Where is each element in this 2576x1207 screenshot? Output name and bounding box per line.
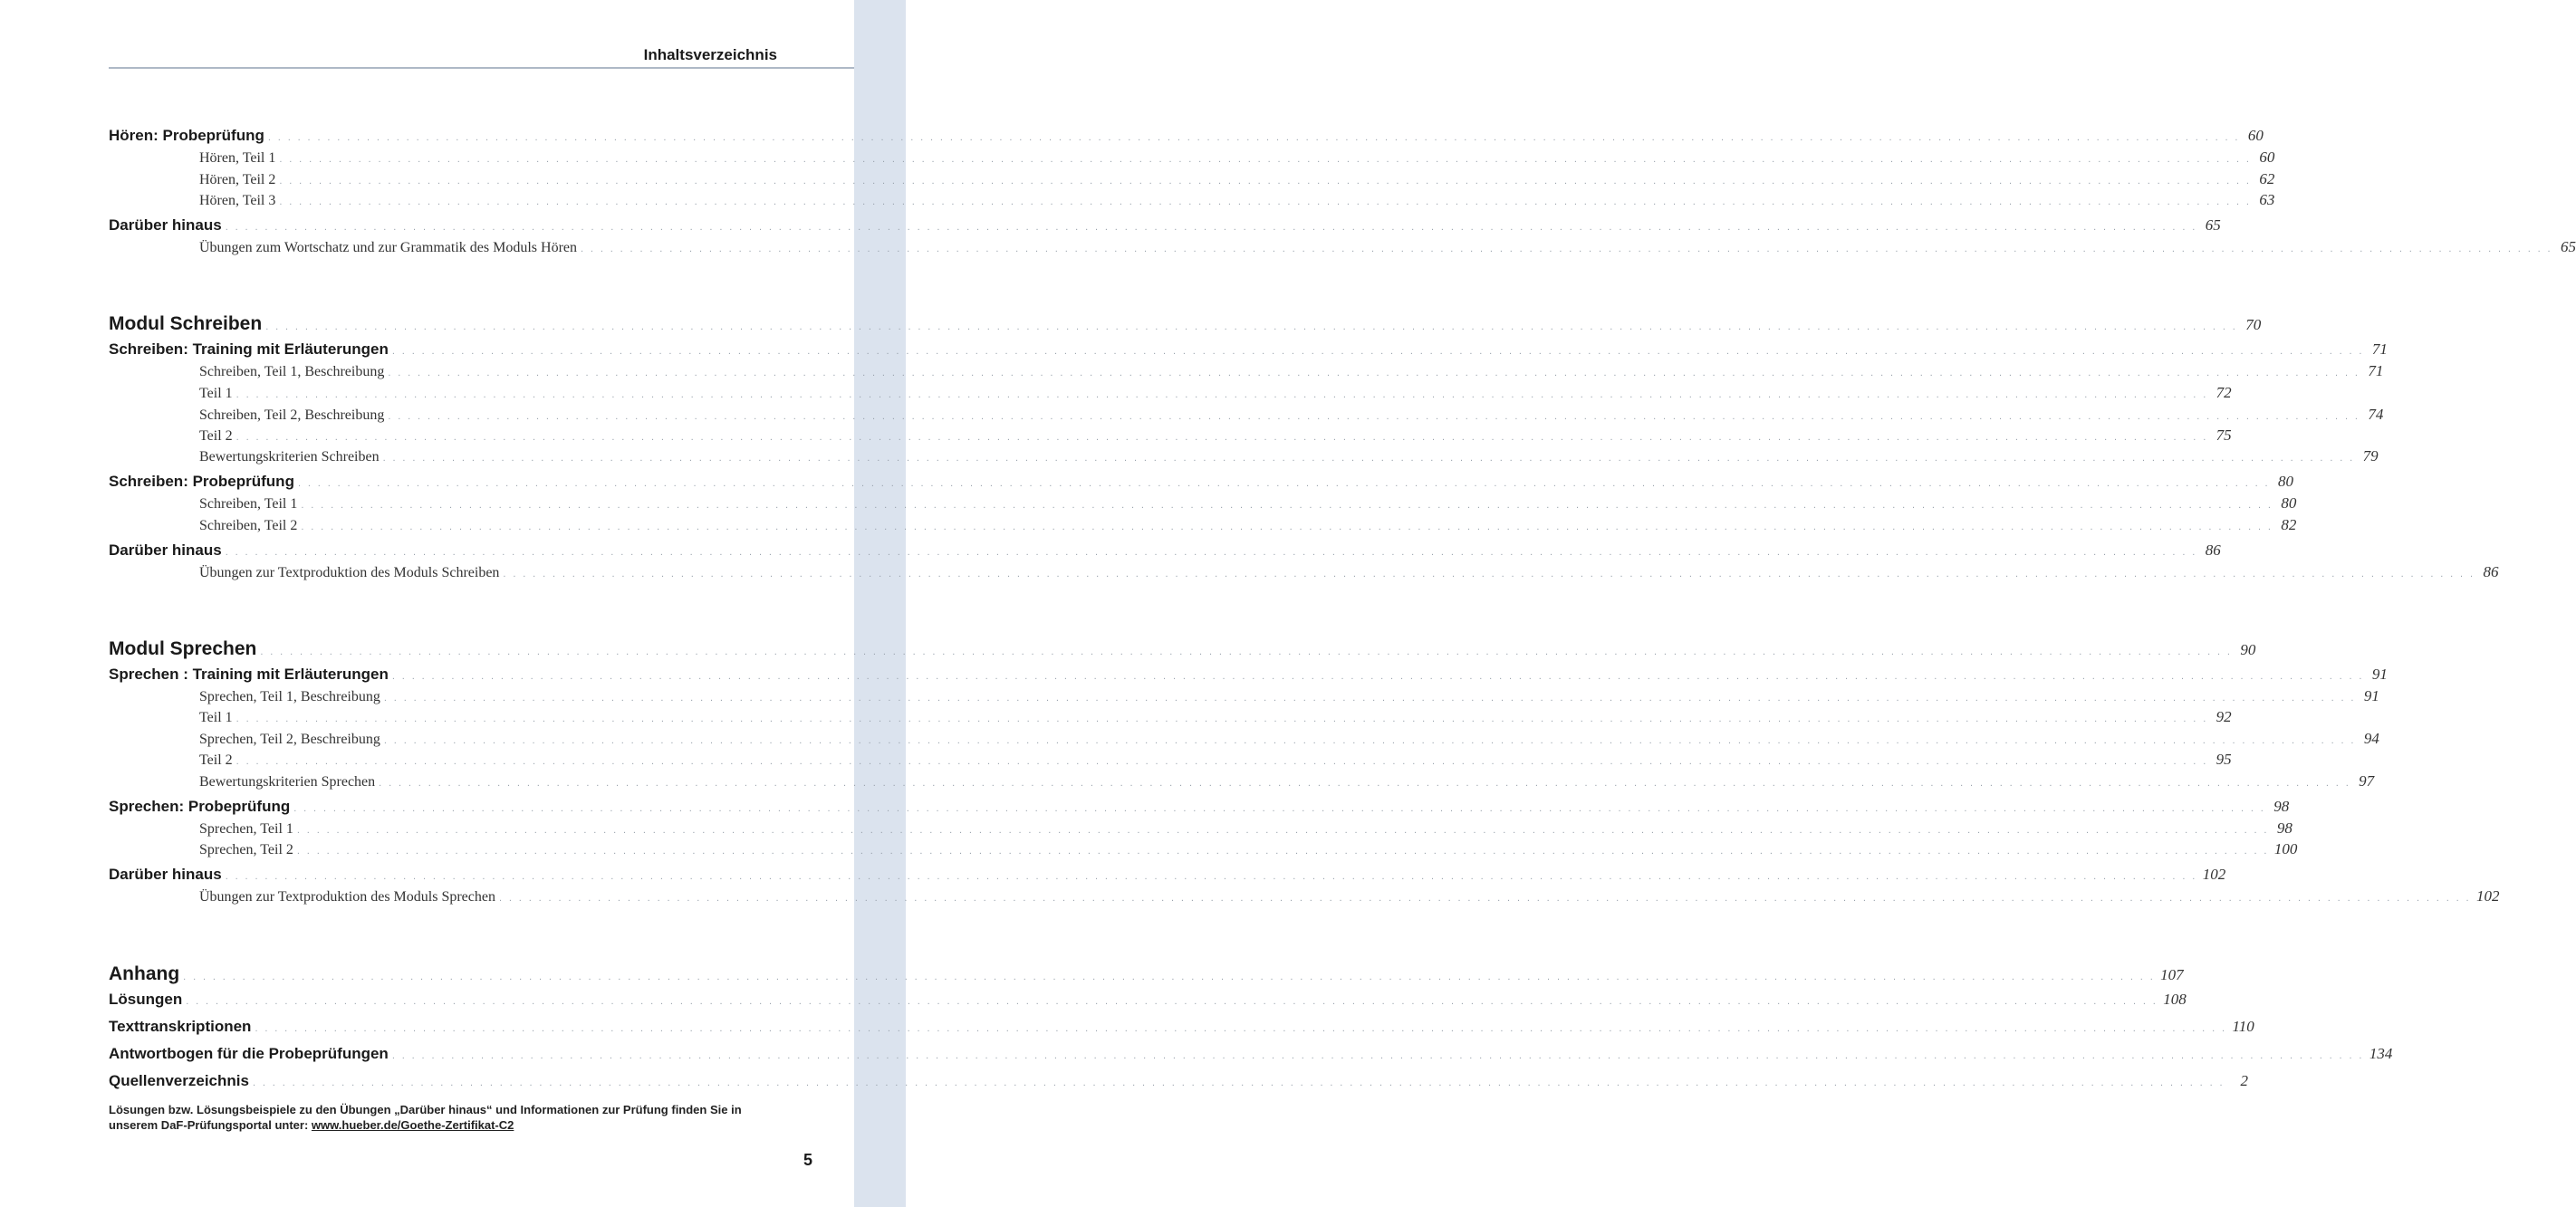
toc-entry-page: 90 <box>2240 641 2256 658</box>
dot-leader: . . . . . . . . . . . . . . . . . . . . . . . . . . . . . . . . . . . . . . . . . . . . . . . . . . . . . . . . . . . . . . . . . . . . . . . . . . . . . . . . . . . . . . . . . . . . . . . . . . . . . . . . . . . . . . . . . . . . . . . . . . . . . . . . . . . . . . . . . . . . . . . . . . . . . . . . . . . . . . . . . . . . . . . . . . . . . . . . . . . . . . . . . . . . . . . . . . . . . . . . <box>293 803 2266 814</box>
toc-entry-page: 71 <box>2368 362 2384 379</box>
toc-entry-page: 75 <box>2216 426 2232 444</box>
toc-entry-page: 92 <box>2216 708 2232 725</box>
toc-entry-page: 95 <box>2216 751 2232 768</box>
toc-entry[interactable] <box>109 1045 2393 1065</box>
dot-leader: . . . . . . . . . . . . . . . . . . . . . . . . . . . . . . . . . . . . . . . . . . . . . . . . . . . . . . . . . . . . . . . . . . . . . . . . . . . . . . . . . . . . . . . . . . . . . . . . . . . . . . . . . . . . . . . . . . . . . . . . . . . . . . . . . . . . . . . . . . . . . . . . . . . . . . . . . . . . . . . . . . . . . . . . . . . . . . . . . . . . . . . . . . . . . . . . . . . . . . . . <box>225 222 2197 233</box>
toc-entry[interactable] <box>109 866 2226 886</box>
toc-entry-page: 60 <box>2259 148 2275 166</box>
toc-entry-page: 82 <box>2281 516 2297 533</box>
toc-entry-label: Sprechen, Teil 2 <box>199 842 293 857</box>
toc-entry-page: 70 <box>2245 316 2262 333</box>
toc-entry-label: Schreiben: Training mit Erläuterungen <box>109 340 389 358</box>
toc-entry-page: 74 <box>2368 406 2384 423</box>
header-title: Inhaltsverzeichnis <box>643 46 777 63</box>
dot-leader: . . . . . . . . . . . . . . . . . . . . . . . . . . . . . . . . . . . . . . . . . . . . . . . . . . . . . . . . . . . . . . . . . . . . . . . . . . . . . . . . . . . . . . . . . . . . . . . . . . . . . . . . . . . . . . . . . . . . . . . . . . . . . . . . . . . . . . . . . . . . . . . . . . . . . . . . . . . . . . . . . . . . . . . . . . . . . . . . . . . . . . . . . . . . . . . . . . . . . . . . <box>235 714 2208 724</box>
toc-entry-page: 65 <box>2205 216 2221 234</box>
dot-leader: . . . . . . . . . . . . . . . . . . . . . . . . . . . . . . . . . . . . . . . . . . . . . . . . . . . . . . . . . . . . . . . . . . . . . . . . . . . . . . . . . . . . . . . . . . . . . . . . . . . . . . . . . . . . . . . . . . . . . . . . . . . . . . . . . . . . . . . . . . . . . . . . . . . . . . . . . . . . . . . . . . . . . . . . . . . . . . . . . . . . . . . . . . . . . . . . . . . . . . . . <box>498 893 2471 904</box>
toc-entry-label: Sprechen, Teil 2, Beschreibung <box>199 732 380 747</box>
dot-leader: . . . . . . . . . . . . . . . . . . . . . . . . . . . . . . . . . . . . . . . . . . . . . . . . . . . . . . . . . . . . . . . . . . . . . . . . . . . . . . . . . . . . . . . . . . . . . . . . . . . . . . . . . . . . . . . . . . . . . . . . . . . . . . . . . . . . . . . . . . . . . . . . . . . . . . . . . . . . . . . . . . . . . . . . . . . . . . . . . . . . . . . . . . . . . . . . . . . . . . . . <box>235 756 2208 767</box>
dot-leader: . . . . . . . . . . . . . . . . . . . . . . . . . . . . . . . . . . . . . . . . . . . . . . . . . . . . . . . . . . . . . . . . . . . . . . . . . . . . . . . . . . . . . . . . . . . . . . . . . . . . . . . . . . . . . . . . . . . . . . . . . . . . . . . . . . . . . . . . . . . . . . . . . . . . . . . . . . . . . . . . . . . . . . . . . . . . . . . . . . . . . . . . . . . . . . . . . . . . . . . . <box>235 389 2208 400</box>
header-rule <box>109 67 854 69</box>
toc-entry-page: 80 <box>2277 473 2293 490</box>
toc-entry-label: Teil 2 <box>199 428 233 444</box>
toc-entry[interactable] <box>109 473 2293 493</box>
footnote <box>109 1102 779 1133</box>
toc-entry[interactable] <box>109 191 2275 211</box>
toc-entry-label: Sprechen : Training mit Erläuterungen <box>109 666 389 683</box>
dot-leader: . . . . . . . . . . . . . . . . . . . . . . . . . . . . . . . . . . . . . . . . . . . . . . . . . . . . . . . . . . . . . . . . . . . . . . . . . . . . . . . . . . . . . . . . . . . . . . . . . . . . . . . . . . . . . . . . . . . . . . . . . . . . . . . . . . . . . . . . . . . . . . . . . . . . . . . . . . . . . . . . . . . . . . . . . . . . . . . . . . . . . . . . . . . . . . . . . . . . . . . . <box>265 321 2238 332</box>
toc-entry-label: Hören: Probeprüfung <box>109 127 264 144</box>
toc-entry[interactable] <box>109 238 2576 258</box>
dot-leader: . . . . . . . . . . . . . . . . . . . . . . . . . . . . . . . . . . . . . . . . . . . . . . . . . . . . . . . . . . . . . . . . . . . . . . . . . . . . . . . . . . . . . . . . . . . . . . . . . . . . . . . . . . . . . . . . . . . . . . . . . . . . . . . . . . . . . . . . . . . . . . . . . . . . . . . . . . . . . . . . . . . . . . . . . . . . . . . . . . . . . . . . . . . . . . . . . . . . . . . . <box>279 154 2252 165</box>
toc-entry-page: 79 <box>2362 447 2379 465</box>
toc-entry-label: Schreiben, Teil 2 <box>199 518 298 533</box>
toc-entry-page: 97 <box>2359 772 2375 790</box>
toc-entry-label: Antwortbogen für die Probeprüfungen <box>109 1045 389 1062</box>
toc-entry-page: 63 <box>2259 191 2275 208</box>
toc-entry-page: 65 <box>2561 238 2576 255</box>
toc-entry[interactable] <box>109 384 2232 404</box>
toc-entry[interactable] <box>109 840 2298 860</box>
toc-entry-page: 102 <box>2202 866 2226 883</box>
toc-entry[interactable] <box>109 340 2388 360</box>
toc-entry[interactable] <box>109 494 2297 514</box>
toc-entry-page: 94 <box>2363 730 2379 747</box>
toc-entry-page: 2 <box>2240 1072 2248 1089</box>
page-number: 5 <box>803 1151 812 1169</box>
dot-leader: . . . . . . . . . . . . . . . . . . . . . . . . . . . . . . . . . . . . . . . . . . . . . . . . . . . . . . . . . . . . . . . . . . . . . . . . . . . . . . . . . . . . . . . . . . . . . . . . . . . . . . . . . . . . . . . . . . . . . . . . . . . . . . . . . . . . . . . . . . . . . . . . . . . . . . . . . . . . . . . . . . . . . . . . . . . . . . . . . . . . . . . . . . . . . . . . . . . . . . . . <box>297 478 2270 489</box>
toc-entry-label: Bewertungskriterien Sprechen <box>199 774 376 790</box>
dot-leader: . . . . . . . . . . . . . . . . . . . . . . . . . . . . . . . . . . . . . . . . . . . . . . . . . . . . . . . . . . . . . . . . . . . . . . . . . . . . . . . . . . . . . . . . . . . . . . . . . . . . . . . . . . . . . . . . . . . . . . . . . . . . . . . . . . . . . . . . . . . . . . . . . . . . . . . . . . . . . . . . . . . . . . . . . . . . . . . . . . . . . . . . . . . . . . . . . . . . . . . . <box>383 693 2356 704</box>
toc-entry-label: Lösungen <box>109 991 183 1008</box>
toc-entry-label: Übungen zur Textproduktion des Moduls Sprechen <box>199 889 495 905</box>
toc-entry-label: Sprechen, Teil 1 <box>199 821 293 837</box>
dot-leader: . . . . . . . . . . . . . . . . . . . . . . . . . . . . . . . . . . . . . . . . . . . . . . . . . . . . . . . . . . . . . . . . . . . . . . . . . . . . . . . . . . . . . . . . . . . . . . . . . . . . . . . . . . . . . . . . . . . . . . . . . . . . . . . . . . . . . . . . . . . . . . . . . . . . . . . . . . . . . . . . . . . . . . . . . . . . . . . . . . . . . . . . . . . . . . . . . . . . . . . . <box>379 778 2351 789</box>
dot-leader: . . . . . . . . . . . . . . . . . . . . . . . . . . . . . . . . . . . . . . . . . . . . . . . . . . . . . . . . . . . . . . . . . . . . . . . . . . . . . . . . . . . . . . . . . . . . . . . . . . . . . . . . . . . . . . . . . . . . . . . . . . . . . . . . . . . . . . . . . . . . . . . . . . . . . . . . . . . . . . . . . . . . . . . . . . . . . . . . . . . . . . . . . . . . . . . . . . . . . . . . <box>383 735 2356 746</box>
toc-entry[interactable] <box>109 148 2275 168</box>
toc-entry-label: Darüber hinaus <box>109 216 222 234</box>
toc-entry[interactable] <box>109 1018 2254 1038</box>
dot-leader: . . . . . . . . . . . . . . . . . . . . . . . . . . . . . . . . . . . . . . . . . . . . . . . . . . . . . . . . . . . . . . . . . . . . . . . . . . . . . . . . . . . . . . . . . . . . . . . . . . . . . . . . . . . . . . . . . . . . . . . . . . . . . . . . . . . . . . . . . . . . . . . . . . . . . . . . . . . . . . . . . . . . . . . . . . . . . . . . . . . . . . . . . . . . . . . . . . . . . . . . <box>267 132 2240 143</box>
toc-entry-page: 86 <box>2483 563 2499 580</box>
dot-leader: . . . . . . . . . . . . . . . . . . . . . . . . . . . . . . . . . . . . . . . . . . . . . . . . . . . . . . . . . . . . . . . . . . . . . . . . . . . . . . . . . . . . . . . . . . . . . . . . . . . . . . . . . . . . . . . . . . . . . . . . . . . . . . . . . . . . . . . . . . . . . . . . . . . . . . . . . . . . . . . . . . . . . . . . . . . . . . . . . . . . . . . . . . . . . . . . . . . . . . . . <box>391 1050 2364 1061</box>
toc-entry[interactable] <box>109 887 2500 907</box>
toc-entry-label: Teil 2 <box>199 752 233 768</box>
toc-entry-page: 110 <box>2232 1018 2254 1035</box>
dot-leader: . . . . . . . . . . . . . . . . . . . . . . . . . . . . . . . . . . . . . . . . . . . . . . . . . . . . . . . . . . . . . . . . . . . . . . . . . . . . . . . . . . . . . . . . . . . . . . . . . . . . . . . . . . . . . . . . . . . . . . . . . . . . . . . . . . . . . . . . . . . . . . . . . . . . . . . . . . . . . . . . . . . . . . . . . . . . . . . . . . . . . . . . . . . . . . . . . . . . . . . . <box>382 453 2355 464</box>
toc-entry-label: Schreiben: Probeprüfung <box>109 473 294 490</box>
toc-entry-page: 86 <box>2205 541 2221 559</box>
toc-entry[interactable] <box>109 406 2384 426</box>
toc-entry[interactable] <box>109 751 2232 771</box>
toc-entry-label: Übungen zur Textproduktion des Moduls Schreiben <box>199 565 500 580</box>
toc-entry-page: 102 <box>2476 887 2500 905</box>
toc-entry[interactable] <box>109 447 2379 467</box>
toc-entry-page: 72 <box>2216 384 2232 401</box>
toc-entry-label: Hören, Teil 2 <box>199 172 276 187</box>
toc-entry-page: 100 <box>2273 840 2298 857</box>
toc-entry[interactable] <box>109 798 2290 818</box>
dot-leader: . . . . . . . . . . . . . . . . . . . . . . . . . . . . . . . . . . . . . . . . . . . . . . . . . . . . . . . . . . . . . . . . . . . . . . . . . . . . . . . . . . . . . . . . . . . . . . . . . . . . . . . . . . . . . . . . . . . . . . . . . . . . . . . . . . . . . . . . . . . . . . . . . . . . . . . . . . . . . . . . . . . . . . . . . . . . . . . . . . . . . . . . . . . . . . . . . . . . . . . . <box>252 1078 2225 1088</box>
toc-entry[interactable] <box>109 313 2262 334</box>
dot-leader: . . . . . . . . . . . . . . . . . . . . . . . . . . . . . . . . . . . . . . . . . . . . . . . . . . . . . . . . . . . . . . . . . . . . . . . . . . . . . . . . . . . . . . . . . . . . . . . . . . . . . . . . . . . . . . . . . . . . . . . . . . . . . . . . . . . . . . . . . . . . . . . . . . . . . . . . . . . . . . . . . . . . . . . . . . . . . . . . . . . . . . . . . . . . . . . . . . . . . . . . <box>235 432 2208 443</box>
toc-entry[interactable] <box>109 963 2184 984</box>
toc-entry-label: Teil 1 <box>199 386 233 401</box>
toc-entry-page: 98 <box>2276 819 2292 837</box>
dot-leader: . . . . . . . . . . . . . . . . . . . . . . . . . . . . . . . . . . . . . . . . . . . . . . . . . . . . . . . . . . . . . . . . . . . . . . . . . . . . . . . . . . . . . . . . . . . . . . . . . . . . . . . . . . . . . . . . . . . . . . . . . . . . . . . . . . . . . . . . . . . . . . . . . . . . . . . . . . . . . . . . . . . . . . . . . . . . . . . . . . . . . . . . . . . . . . . . . . . . . . . . <box>388 368 2360 378</box>
toc-entry-label: Darüber hinaus <box>109 866 222 883</box>
toc-entry-label: Modul Schreiben <box>109 313 263 334</box>
dot-leader: . . . . . . . . . . . . . . . . . . . . . . . . . . . . . . . . . . . . . . . . . . . . . . . . . . . . . . . . . . . . . . . . . . . . . . . . . . . . . . . . . . . . . . . . . . . . . . . . . . . . . . . . . . . . . . . . . . . . . . . . . . . . . . . . . . . . . . . . . . . . . . . . . . . . . . . . . . . . . . . . . . . . . . . . . . . . . . . . . . . . . . . . . . . . . . . . . . . . . . . . <box>296 846 2269 857</box>
toc-entry-label: Schreiben, Teil 1 <box>199 496 298 512</box>
toc-entry-label: Sprechen, Teil 1, Beschreibung <box>199 689 380 704</box>
toc-entry[interactable] <box>109 516 2297 536</box>
toc-entry[interactable] <box>109 563 2499 583</box>
toc-entry-page: 134 <box>2369 1045 2393 1062</box>
toc-entry[interactable] <box>109 772 2375 792</box>
dot-leader: . . . . . . . . . . . . . . . . . . . . . . . . . . . . . . . . . . . . . . . . . . . . . . . . . . . . . . . . . . . . . . . . . . . . . . . . . . . . . . . . . . . . . . . . . . . . . . . . . . . . . . . . . . . . . . . . . . . . . . . . . . . . . . . . . . . . . . . . . . . . . . . . . . . . . . . . . . . . . . . . . . . . . . . . . . . . . . . . . . . . . . . . . . . . . . . . . . . . . . . . <box>186 996 2158 1007</box>
dot-leader: . . . . . . . . . . . . . . . . . . . . . . . . . . . . . . . . . . . . . . . . . . . . . . . . . . . . . . . . . . . . . . . . . . . . . . . . . . . . . . . . . . . . . . . . . . . . . . . . . . . . . . . . . . . . . . . . . . . . . . . . . . . . . . . . . . . . . . . . . . . . . . . . . . . . . . . . . . . . . . . . . . . . . . . . . . . . . . . . . . . . . . . . . . . . . . . . . . . . . . . . <box>391 346 2364 357</box>
toc-entry-page: 107 <box>2160 966 2184 983</box>
toc-entry-page: 60 <box>2247 127 2264 144</box>
footnote-line-2-prefix: unserem DaF-Prüfungsportal unter: <box>109 1118 312 1132</box>
toc-entry-label: Quellenverzeichnis <box>109 1072 249 1089</box>
footnote-line-1: Lösungen bzw. Lösungsbeispiele zu den Übungen „Darüber hinaus“ und Informationen zur Prüfung finden Sie in <box>109 1103 742 1116</box>
dot-leader: . . . . . . . . . . . . . . . . . . . . . . . . . . . . . . . . . . . . . . . . . . . . . . . . . . . . . . . . . . . . . . . . . . . . . . . . . . . . . . . . . . . . . . . . . . . . . . . . . . . . . . . . . . . . . . . . . . . . . . . . . . . . . . . . . . . . . . . . . . . . . . . . . . . . . . . . . . . . . . . . . . . . . . . . . . . . . . . . . . . . . . . . . . . . . . . . . . . . . . . . <box>388 411 2360 422</box>
dot-leader: . . . . . . . . . . . . . . . . . . . . . . . . . . . . . . . . . . . . . . . . . . . . . . . . . . . . . . . . . . . . . . . . . . . . . . . . . . . . . . . . . . . . . . . . . . . . . . . . . . . . . . . . . . . . . . . . . . . . . . . . . . . . . . . . . . . . . . . . . . . . . . . . . . . . . . . . . . . . . . . . . . . . . . . . . . . . . . . . . . . . . . . . . . . . . . . . . . . . . . . . <box>183 972 2156 982</box>
toc-entry-page: 80 <box>2281 494 2297 512</box>
toc-entry[interactable] <box>109 819 2292 839</box>
toc-entry[interactable] <box>109 1072 2248 1092</box>
dot-leader: . . . . . . . . . . . . . . . . . . . . . . . . . . . . . . . . . . . . . . . . . . . . . . . . . . . . . . . . . . . . . . . . . . . . . . . . . . . . . . . . . . . . . . . . . . . . . . . . . . . . . . . . . . . . . . . . . . . . . . . . . . . . . . . . . . . . . . . . . . . . . . . . . . . . . . . . . . . . . . . . . . . . . . . . . . . . . . . . . . . . . . . . . . . . . . . . . . . . . . . . <box>301 500 2273 511</box>
toc-entry[interactable] <box>109 638 2256 659</box>
dot-leader: . . . . . . . . . . . . . . . . . . . . . . . . . . . . . . . . . . . . . . . . . . . . . . . . . . . . . . . . . . . . . . . . . . . . . . . . . . . . . . . . . . . . . . . . . . . . . . . . . . . . . . . . . . . . . . . . . . . . . . . . . . . . . . . . . . . . . . . . . . . . . . . . . . . . . . . . . . . . . . . . . . . . . . . . . . . . . . . . . . . . . . . . . . . . . . . . . . . . . . . . <box>301 522 2273 532</box>
toc-entry[interactable] <box>109 127 2264 147</box>
toc-entry-label: Texttranskriptionen <box>109 1018 252 1035</box>
dot-leader: . . . . . . . . . . . . . . . . . . . . . . . . . . . . . . . . . . . . . . . . . . . . . . . . . . . . . . . . . . . . . . . . . . . . . . . . . . . . . . . . . . . . . . . . . . . . . . . . . . . . . . . . . . . . . . . . . . . . . . . . . . . . . . . . . . . . . . . . . . . . . . . . . . . . . . . . . . . . . . . . . . . . . . . . . . . . . . . . . . . . . . . . . . . . . . . . . . . . . . . . <box>296 825 2269 836</box>
dot-leader: . . . . . . . . . . . . . . . . . . . . . . . . . . . . . . . . . . . . . . . . . . . . . . . . . . . . . . . . . . . . . . . . . . . . . . . . . . . . . . . . . . . . . . . . . . . . . . . . . . . . . . . . . . . . . . . . . . . . . . . . . . . . . . . . . . . . . . . . . . . . . . . . . . . . . . . . . . . . . . . . . . . . . . . . . . . . . . . . . . . . . . . . . . . . . . . . . . . . . . . . <box>279 196 2252 207</box>
dot-leader: . . . . . . . . . . . . . . . . . . . . . . . . . . . . . . . . . . . . . . . . . . . . . . . . . . . . . . . . . . . . . . . . . . . . . . . . . . . . . . . . . . . . . . . . . . . . . . . . . . . . . . . . . . . . . . . . . . . . . . . . . . . . . . . . . . . . . . . . . . . . . . . . . . . . . . . . . . . . . . . . . . . . . . . . . . . . . . . . . . . . . . . . . . . . . . . . . . . . . . . . <box>503 569 2475 580</box>
toc-entry[interactable] <box>109 426 2232 446</box>
dot-leader: . . . . . . . . . . . . . . . . . . . . . . . . . . . . . . . . . . . . . . . . . . . . . . . . . . . . . . . . . . . . . . . . . . . . . . . . . . . . . . . . . . . . . . . . . . . . . . . . . . . . . . . . . . . . . . . . . . . . . . . . . . . . . . . . . . . . . . . . . . . . . . . . . . . . . . . . . . . . . . . . . . . . . . . . . . . . . . . . . . . . . . . . . . . . . . . . . . . . . . . . <box>391 671 2364 682</box>
dot-leader: . . . . . . . . . . . . . . . . . . . . . . . . . . . . . . . . . . . . . . . . . . . . . . . . . . . . . . . . . . . . . . . . . . . . . . . . . . . . . . . . . . . . . . . . . . . . . . . . . . . . . . . . . . . . . . . . . . . . . . . . . . . . . . . . . . . . . . . . . . . . . . . . . . . . . . . . . . . . . . . . . . . . . . . . . . . . . . . . . . . . . . . . . . . . . . . . . . . . . . . . <box>260 647 2233 657</box>
toc-entry-label: Übungen zum Wortschatz und zur Grammatik des Moduls Hören <box>199 240 577 255</box>
toc-entry[interactable] <box>109 666 2388 685</box>
toc-entry[interactable] <box>109 170 2275 190</box>
toc-entry-page: 91 <box>2371 666 2388 683</box>
toc-entry-label: Teil 1 <box>199 710 233 725</box>
toc-entry-page: 91 <box>2363 687 2379 704</box>
portal-link[interactable]: www.hueber.de/Goethe-Zertifikat-C2 <box>311 1118 514 1132</box>
dot-leader: . . . . . . . . . . . . . . . . . . . . . . . . . . . . . . . . . . . . . . . . . . . . . . . . . . . . . . . . . . . . . . . . . . . . . . . . . . . . . . . . . . . . . . . . . . . . . . . . . . . . . . . . . . . . . . . . . . . . . . . . . . . . . . . . . . . . . . . . . . . . . . . . . . . . . . . . . . . . . . . . . . . . . . . . . . . . . . . . . . . . . . . . . . . . . . . . . . . . . . . . <box>225 547 2197 558</box>
dot-leader: . . . . . . . . . . . . . . . . . . . . . . . . . . . . . . . . . . . . . . . . . . . . . . . . . . . . . . . . . . . . . . . . . . . . . . . . . . . . . . . . . . . . . . . . . . . . . . . . . . . . . . . . . . . . . . . . . . . . . . . . . . . . . . . . . . . . . . . . . . . . . . . . . . . . . . . . . . . . . . . . . . . . . . . . . . . . . . . . . . . . . . . . . . . . . . . . . . . . . . . . <box>581 244 2553 254</box>
dot-leader: . . . . . . . . . . . . . . . . . . . . . . . . . . . . . . . . . . . . . . . . . . . . . . . . . . . . . . . . . . . . . . . . . . . . . . . . . . . . . . . . . . . . . . . . . . . . . . . . . . . . . . . . . . . . . . . . . . . . . . . . . . . . . . . . . . . . . . . . . . . . . . . . . . . . . . . . . . . . . . . . . . . . . . . . . . . . . . . . . . . . . . . . . . . . . . . . . . . . . . . . <box>225 871 2197 882</box>
toc-entry-label: Anhang <box>109 963 180 984</box>
toc-entry-label: Bewertungskriterien Schreiben <box>199 449 380 465</box>
toc-entry-label: Schreiben, Teil 1, Beschreibung <box>199 364 385 379</box>
dot-leader: . . . . . . . . . . . . . . . . . . . . . . . . . . . . . . . . . . . . . . . . . . . . . . . . . . . . . . . . . . . . . . . . . . . . . . . . . . . . . . . . . . . . . . . . . . . . . . . . . . . . . . . . . . . . . . . . . . . . . . . . . . . . . . . . . . . . . . . . . . . . . . . . . . . . . . . . . . . . . . . . . . . . . . . . . . . . . . . . . . . . . . . . . . . . . . . . . . . . . . . . <box>279 176 2252 187</box>
toc-entry-label: Sprechen: Probeprüfung <box>109 798 291 815</box>
toc-entry-page: 98 <box>2273 798 2290 815</box>
toc-entry[interactable] <box>109 730 2379 750</box>
toc-entry[interactable] <box>109 708 2232 728</box>
toc-entry-label: Schreiben, Teil 2, Beschreibung <box>199 407 385 423</box>
toc-entry-page: 71 <box>2371 340 2388 358</box>
toc-entry[interactable] <box>109 541 2221 561</box>
toc-entry-label: Hören, Teil 1 <box>199 150 276 166</box>
toc-entry-page: 108 <box>2163 991 2187 1008</box>
toc-entry-label: Darüber hinaus <box>109 541 222 559</box>
toc-entry[interactable] <box>109 216 2221 236</box>
toc-entry[interactable] <box>109 362 2384 382</box>
toc-entry[interactable] <box>109 991 2187 1011</box>
toc-entry[interactable] <box>109 687 2379 707</box>
dot-leader: . . . . . . . . . . . . . . . . . . . . . . . . . . . . . . . . . . . . . . . . . . . . . . . . . . . . . . . . . . . . . . . . . . . . . . . . . . . . . . . . . . . . . . . . . . . . . . . . . . . . . . . . . . . . . . . . . . . . . . . . . . . . . . . . . . . . . . . . . . . . . . . . . . . . . . . . . . . . . . . . . . . . . . . . . . . . . . . . . . . . . . . . . . . . . . . . . . . . . . . . <box>255 1023 2227 1034</box>
toc-entry-page: 62 <box>2259 170 2275 187</box>
toc-entry-label: Modul Sprechen <box>109 638 257 659</box>
toc-entry-label: Hören, Teil 3 <box>199 193 276 208</box>
